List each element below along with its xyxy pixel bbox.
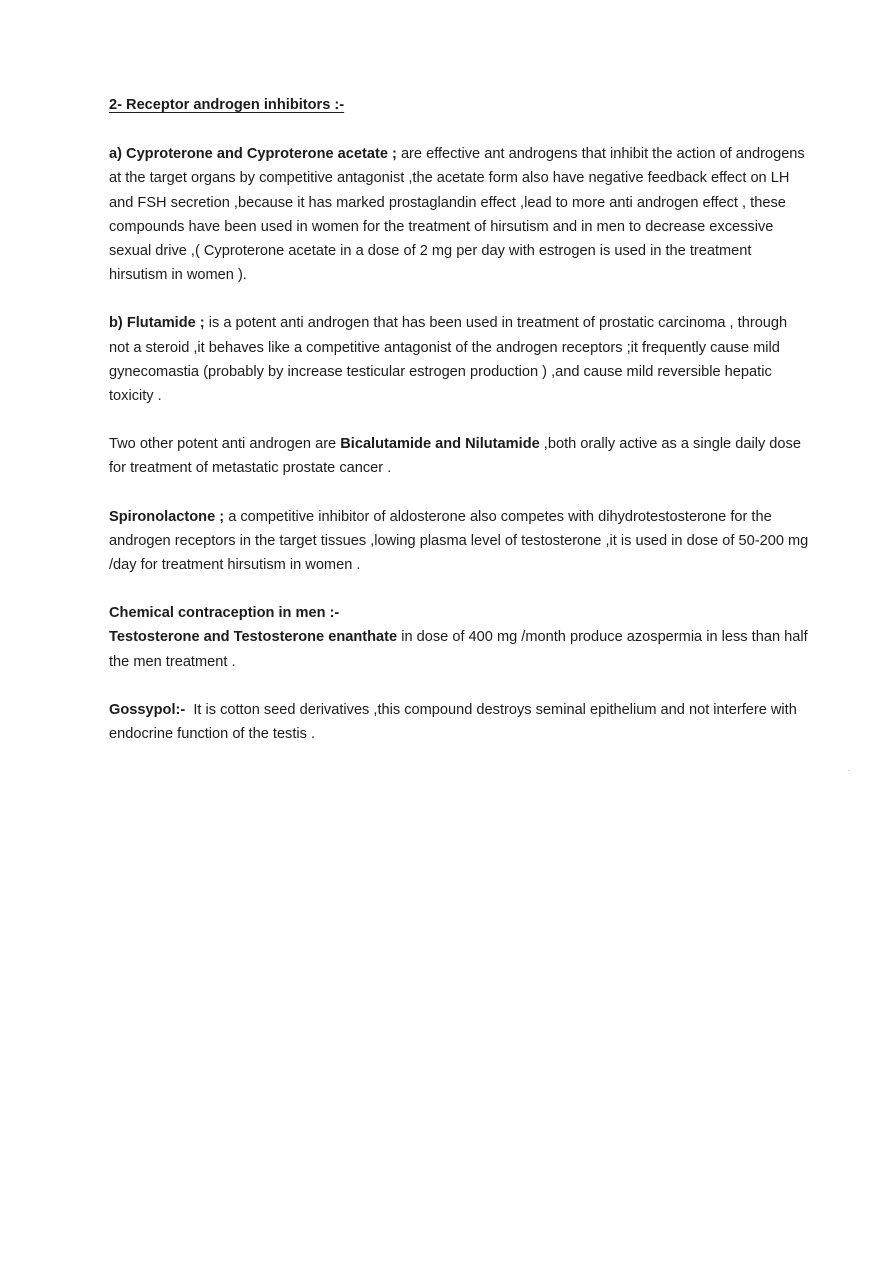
paragraph-flutamide: [109, 311, 809, 408]
paragraph-spironolactone: [109, 505, 809, 578]
text-cyproterone: are effective ant androgens that inhibit the action of androgens at the target organs by competitive antagonist ,the acetate form also have negative feedback effect on LH and FSH secretion ,because it has marked prostaglandin effect ,lead to more anti androgen effect , these compounds have been used in women for the treatment of hirsutism and in men to decrease excessive sexual drive ,( Cyproterone acetate in a dose of 2 mg per day with estrogen is used in the treatment hirsutism in women ).: [109, 146, 805, 284]
text-others-before: Two other potent anti androgen are: [109, 436, 341, 453]
document-page: [109, 93, 809, 746]
term-bicalutamide-nilutamide: Bicalutamide and Nilutamide: [340, 436, 540, 453]
text-others-after: ,both orally active as a single daily dose for treatment of metastatic prostate cancer .: [109, 436, 801, 477]
text-testosterone: in dose of 400 mg /month produce azospermia in less than half the men treatment .: [109, 629, 808, 670]
scan-speck: [848, 770, 850, 771]
text-flutamide: is a potent anti androgen that has been used in treatment of prostatic carcinoma , through not a steroid ,it behaves like a competitive antagonist of the androgen receptors ;it frequently cause mild gynecomastia (probably by increase testicular estrogen production ) ,and cause mild reversible hepatic toxicity .: [109, 315, 788, 405]
term-testosterone: Testosterone and Testosterone enanthate: [109, 629, 398, 646]
text-spironolactone: a competitive inhibitor of aldosterone also competes with dihydrotestosterone for the androgen receptors in the target tissues ,lowing plasma level of testosterone ,it is used in dose of 50-200 mg /day for treatment hirsutism in women .: [109, 508, 809, 574]
contraception-title: Chemical contraception in men :-: [109, 605, 340, 622]
section-heading: 2- Receptor androgen inhibitors :-: [109, 97, 345, 113]
term-flutamide: b) Flutamide ;: [109, 315, 205, 332]
term-spironolactone: Spironolactone ;: [109, 508, 225, 525]
paragraph-testosterone: [109, 625, 809, 673]
paragraph-cyproterone: [109, 142, 809, 287]
paragraph-gossypol: [109, 698, 809, 746]
term-gossypol: Gossypol:-: [109, 701, 186, 718]
paragraph-other-antiandrogens: [109, 432, 809, 480]
term-cyproterone: a) Cyproterone and Cyproterone acetate ;: [109, 146, 397, 163]
text-gossypol: It is cotton seed derivatives ,this compound destroys seminal epithelium and not interfere with endocrine function of the testis .: [109, 701, 801, 743]
